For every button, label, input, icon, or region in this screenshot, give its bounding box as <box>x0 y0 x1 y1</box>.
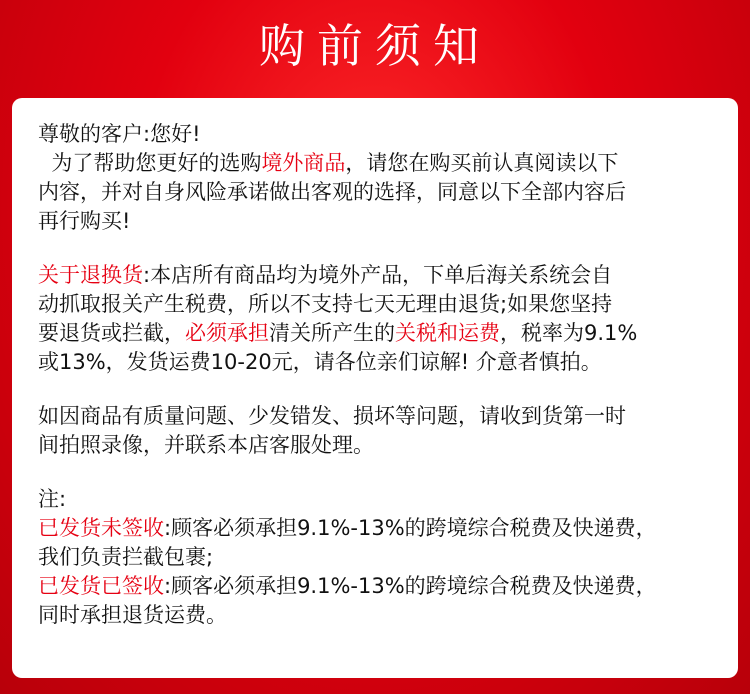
notes-line <box>38 514 728 543</box>
highlight-text: 关税和运费 <box>395 321 500 345</box>
highlight-text: 关于退换货 <box>38 263 143 287</box>
body-text: :本店所有商品均为境外产品，下单后海关系统会自 <box>143 263 613 287</box>
body-text: 清关所产生的 <box>269 321 395 345</box>
intro-line <box>38 149 728 178</box>
body-text: 动抓取报关产生税费，所以不支持七天无理由退货;如果您坚持 <box>38 292 613 316</box>
highlight-text: 已发货未签收 <box>38 516 164 540</box>
highlight-text: 境外商品 <box>261 151 346 175</box>
body-text: 我们负责拦截包裹; <box>38 545 214 569</box>
body-text: ，请您在购买前认真阅读以下 <box>345 151 619 175</box>
body-text: 内容，并对自身风险承诺做出客观的选择，同意以下全部内容后 <box>38 180 626 204</box>
highlight-text: 必须承担 <box>185 321 269 345</box>
body-text: 注: <box>38 487 67 511</box>
quality-line <box>38 402 728 431</box>
body-text: ，税率为9.1% <box>500 321 638 345</box>
notice-content <box>38 120 728 630</box>
returns-paragraph <box>38 261 728 377</box>
body-text: 或13%，发货运费10-20元，请各位亲们谅解! 介意者慎拍。 <box>38 350 602 374</box>
returns-line <box>38 290 728 319</box>
notes-line <box>38 485 728 514</box>
body-text: 为了帮助您更好的选购 <box>38 151 262 175</box>
body-text: 如因商品有质量问题、少发错发、损坏等问题，请收到货第一时 <box>38 404 626 428</box>
quality-line <box>38 431 728 460</box>
highlight-text: 已发货已签收 <box>38 574 164 598</box>
body-text: 间拍照录像，并联系本店客服处理。 <box>38 433 374 457</box>
quality-paragraph <box>38 402 728 460</box>
body-text: 再行购买! <box>38 209 131 233</box>
intro-line <box>38 178 728 207</box>
intro-paragraph <box>38 149 728 236</box>
notes-line <box>38 572 728 601</box>
notes-line <box>38 543 728 572</box>
returns-line <box>38 319 728 348</box>
page-title: 购前须知 <box>259 19 491 73</box>
body-text: :顾客必须承担9.1%-13%的跨境综合税费及快递费， <box>164 516 657 540</box>
intro-line <box>38 207 728 236</box>
returns-line <box>38 348 728 377</box>
header-banner <box>0 0 750 86</box>
returns-line <box>38 261 728 290</box>
notes-paragraph <box>38 485 728 630</box>
body-text: 同时承担退货运费。 <box>38 603 227 627</box>
body-text: :顾客必须承担9.1%-13%的跨境综合税费及快递费， <box>164 574 657 598</box>
greeting: 尊敬的客户:您好! <box>38 122 201 146</box>
body-text: 要退货或拦截， <box>38 321 185 345</box>
notes-line <box>38 601 728 630</box>
